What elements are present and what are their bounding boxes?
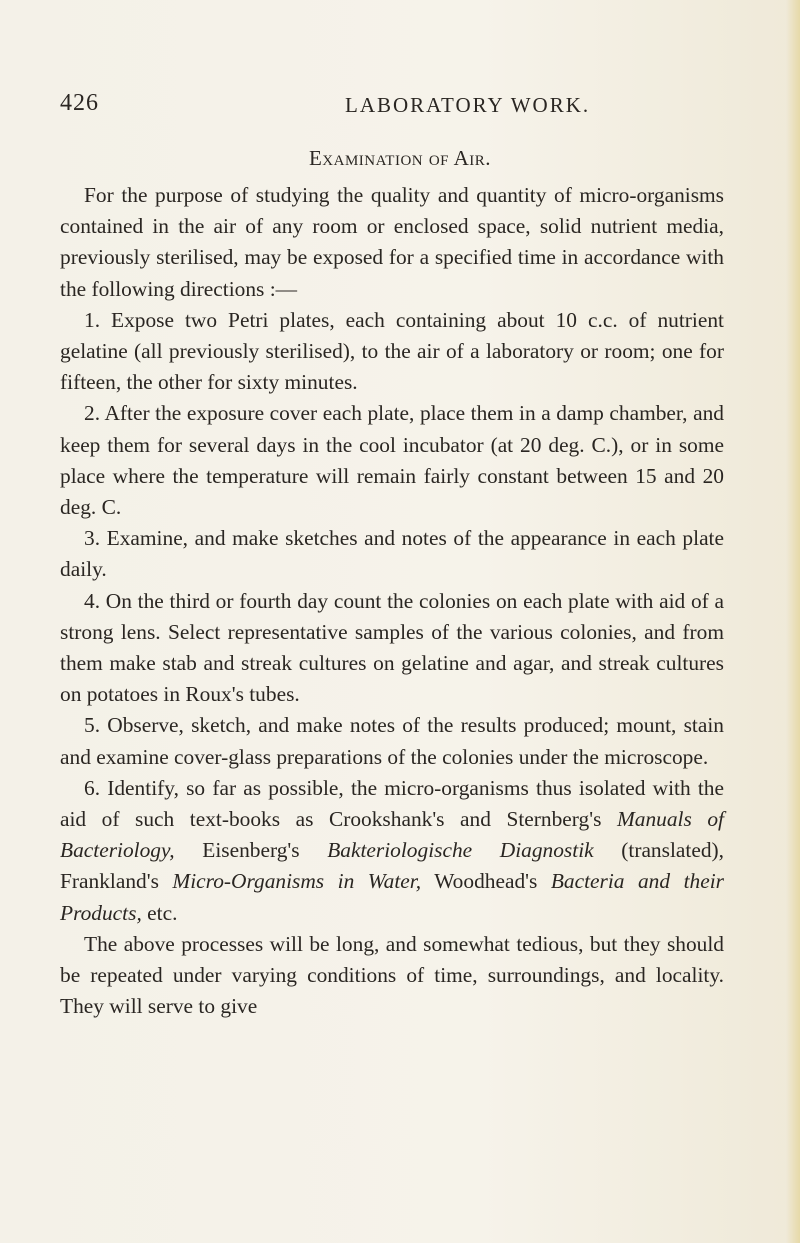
step-2: 2. After the exposure cover each plate, place them in a damp chamber, and keep them for several days in the cool incubator (at 20 deg. C.), or in some place where the temperature will remain fairly constant between 15 and 20 deg. C. (60, 401, 724, 520)
step-4: 4. On the third or fourth day count the colonies on each plate with aid of a strong lens. Select representative samples of the various colonies, and from them make stab and streak cultures on gelatine and agar, and streak cultures on potatoes in Roux's tubes. (60, 588, 724, 707)
running-title: LABORATORY WORK. (345, 93, 591, 117)
intro-paragraph: For the purpose of studying the quality and quantity of micro-organisms contained in the air of any room or enclosed space, solid nutrient media, previously sterilised, may be exposed for a specified time in accordance with the following directions :— (60, 183, 724, 301)
step-5: 5. Observe, sketch, and make notes of the results produced; mount, stain and examine cover-glass preparations of the colonies under the microscope. (60, 713, 724, 769)
book-title-bacteria: Bacteria and their Products, (60, 869, 724, 925)
step-6-lead: 6. Identify, so far as possible, the micro-organisms thus isolated with the aid of such text-books as Crookshank's and Sternberg's (60, 775, 724, 832)
step-1: 1. Expose two Petri plates, each containing about 10 c.c. of nutrient gelatine (all previously sterilised), to the air of a laboratory or room; one for fifteen, the other for sixty minutes. (60, 307, 724, 395)
step-3: 3. Examine, and make sketches and notes of the appearance in each plate daily. (60, 526, 724, 582)
step-6-mid-2: (translated), Frankland's (60, 838, 724, 894)
body-text (60, 180, 724, 1022)
step-6-mid-3: Woodhead's (421, 869, 551, 894)
page-edge (786, 0, 800, 1243)
section-heading: Examination of Air. (308, 146, 492, 170)
closing-paragraph: The above processes will be long, and somewhat tedious, but they should be repeated under varying conditions of time, surroundings, and locality. They will serve to give (60, 931, 724, 1019)
page-header (60, 90, 720, 130)
step-6 (60, 773, 724, 929)
step-6-tail: etc. (141, 900, 178, 925)
book-title-manuals: Manuals of Bacteriology, (60, 807, 724, 863)
book-title-micro-organisms: Micro-Organisms in Water, (172, 869, 422, 894)
book-title-diagnostik: Bakteriologische Diagnostik (327, 838, 594, 863)
page-number: 426 (60, 90, 99, 116)
step-6-mid-1: Eisenberg's (174, 838, 328, 863)
